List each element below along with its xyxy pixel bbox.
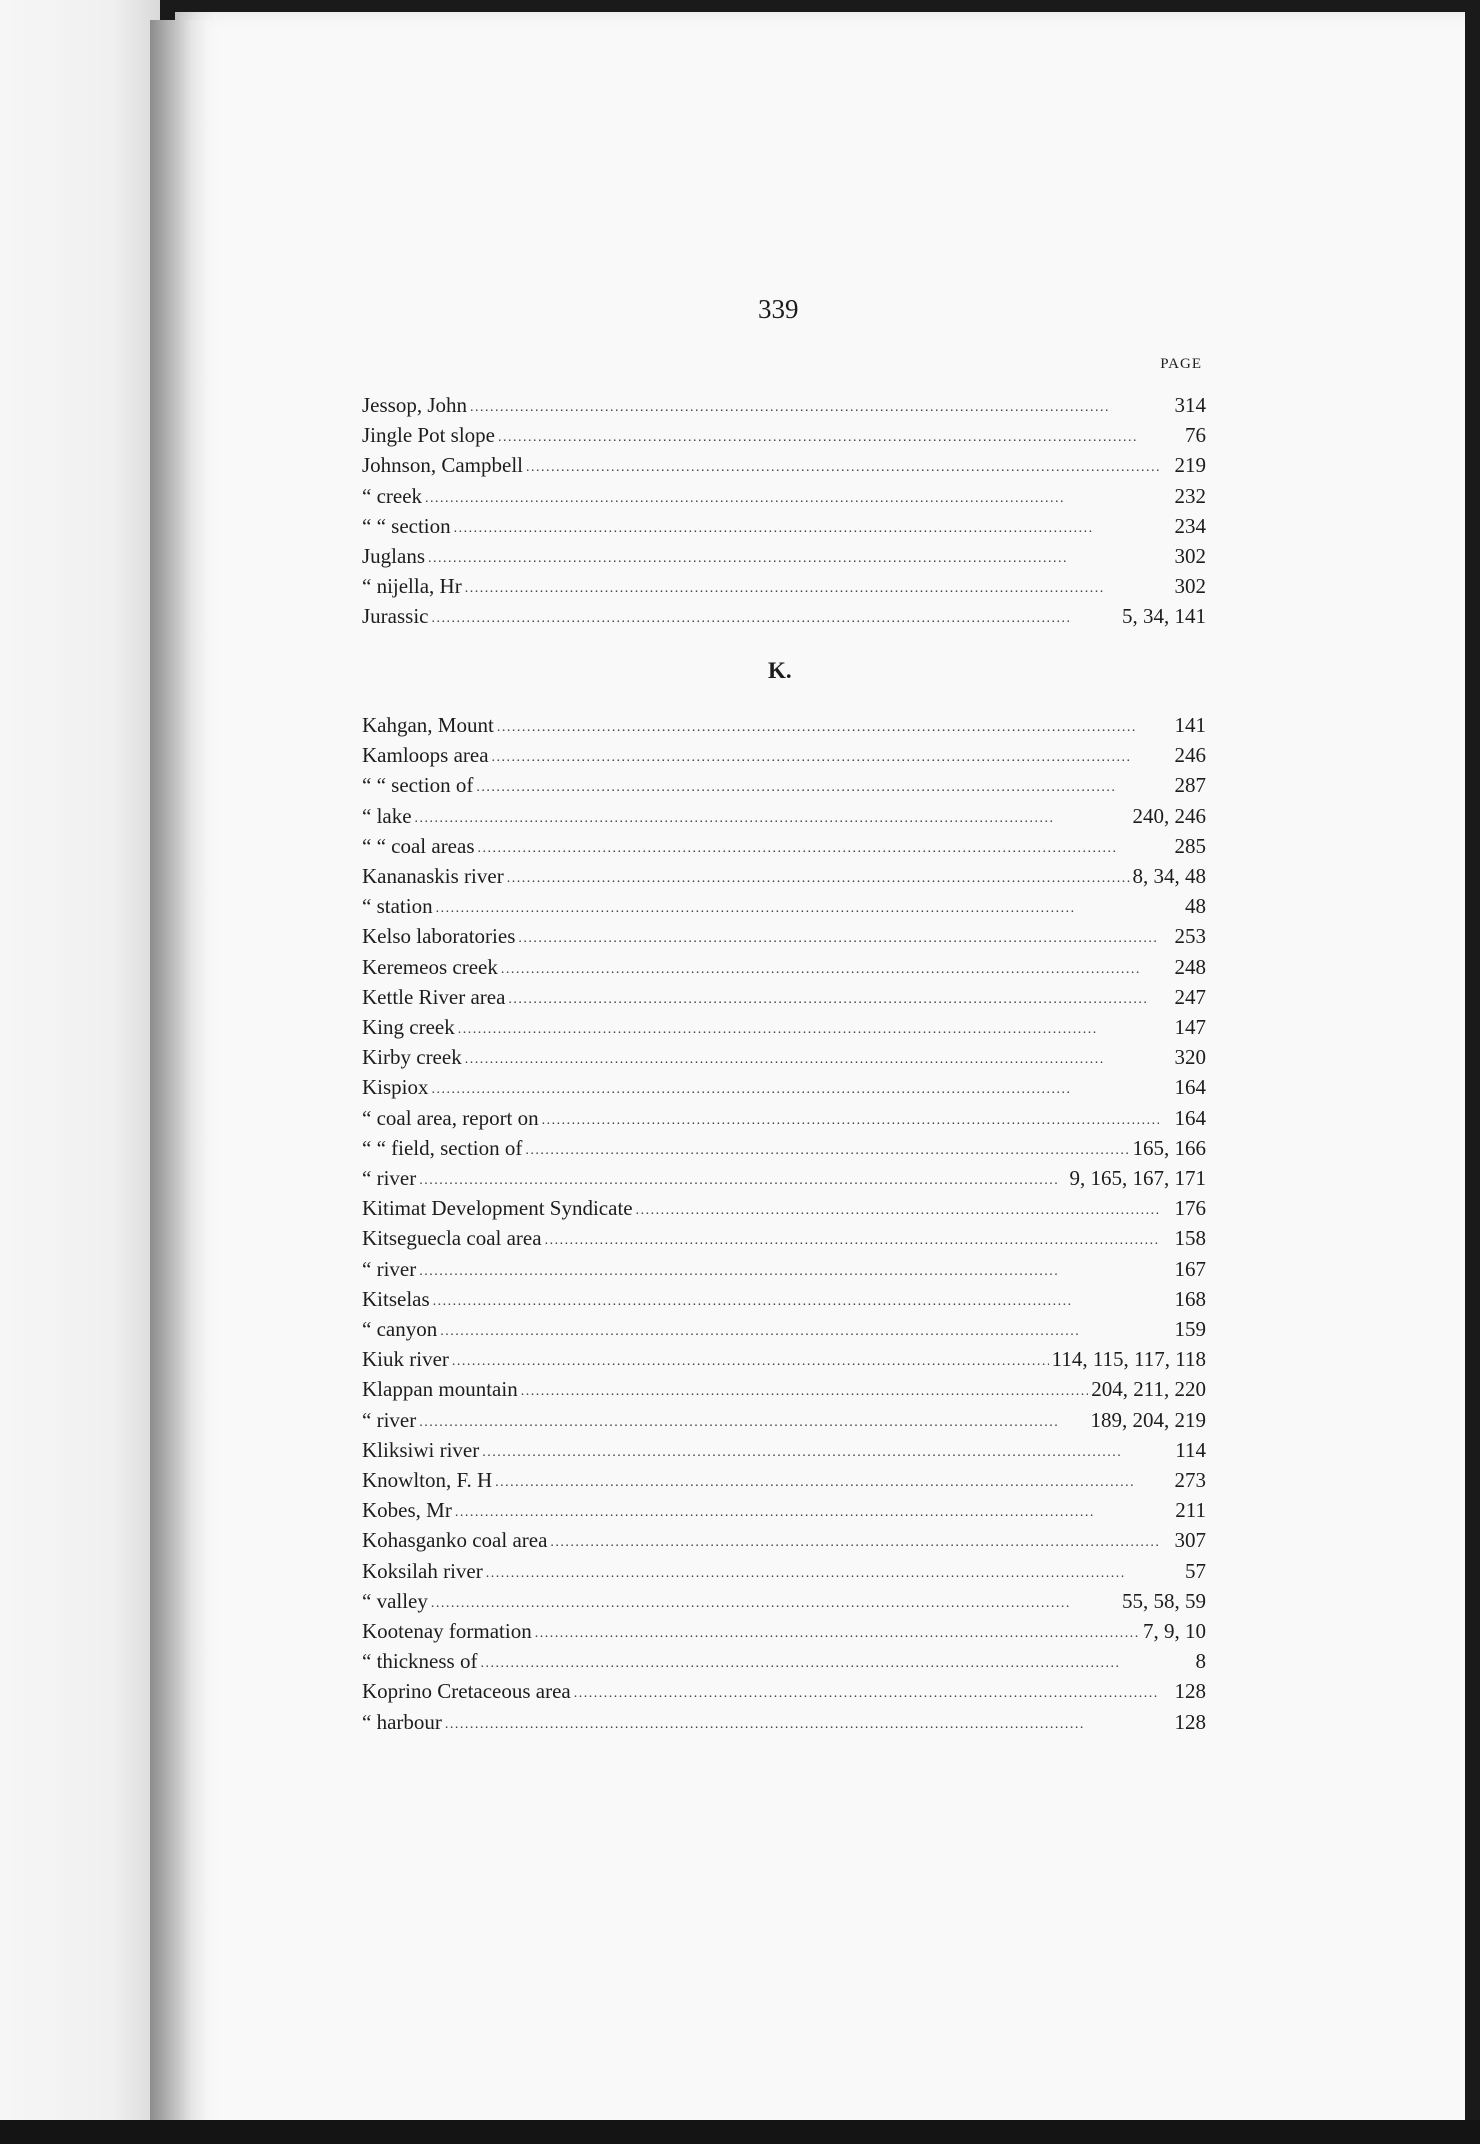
index-section-j <box>362 356 1206 636</box>
index-term: Kitseguecla coal area <box>362 1226 542 1251</box>
index-term: Kitimat Development Syndicate <box>362 1196 633 1221</box>
index-term: Kispiox <box>362 1075 429 1100</box>
index-entry <box>362 1644 1206 1674</box>
index-entry <box>362 539 1206 569</box>
page-reference: 9, 165, 167, 171 <box>1069 1166 1206 1190</box>
index-entry <box>362 1191 1206 1221</box>
index-entry <box>362 1040 1206 1070</box>
index-term: “ “ section <box>362 513 451 538</box>
dot-leader <box>508 987 1159 1005</box>
index-term: Juglans <box>362 544 425 568</box>
index-term: Kamloops area <box>362 743 489 768</box>
index-term: “ harbour <box>362 1709 442 1734</box>
page-reference: 234 <box>1174 513 1206 538</box>
index-term: Kettle River area <box>362 984 506 1009</box>
index-entry <box>362 509 1206 539</box>
dot-leader <box>458 1017 1159 1035</box>
dot-leader <box>478 836 1160 854</box>
index-entry <box>362 738 1206 768</box>
index-entry <box>362 1221 1206 1251</box>
dot-leader <box>470 395 1159 413</box>
page-reference: 273 <box>1174 1468 1206 1492</box>
index-term: “ station <box>362 894 433 919</box>
index-entry <box>362 1070 1206 1100</box>
page-reference: 287 <box>1174 773 1206 798</box>
dot-leader <box>419 1259 1159 1277</box>
index-term: Kobes, Mr <box>362 1498 452 1523</box>
page-reference: 219 <box>1174 453 1206 478</box>
index-term: King creek <box>362 1015 455 1039</box>
page-reference: 176 <box>1174 1196 1206 1221</box>
page-reference: 246 <box>1174 743 1206 768</box>
dot-leader <box>498 425 1159 443</box>
index-entry <box>362 418 1206 448</box>
dot-leader <box>452 1349 1049 1367</box>
page-reference: 211 <box>1175 1498 1206 1523</box>
page-reference: 165, 166 <box>1132 1135 1206 1160</box>
index-entry <box>362 1493 1206 1523</box>
dot-leader <box>415 806 1130 824</box>
dot-leader <box>465 576 1159 594</box>
index-term: Jessop, John <box>362 393 468 417</box>
index-entry <box>362 980 1206 1010</box>
page-reference: 159 <box>1174 1317 1206 1341</box>
index-entry <box>362 479 1206 509</box>
page-reference: 302 <box>1174 574 1206 599</box>
index-term: Jingle Pot slope <box>362 423 496 448</box>
index-term: Kananaskis river <box>362 864 504 888</box>
dot-leader <box>480 1651 1159 1669</box>
dot-leader <box>518 926 1159 944</box>
page-reference: 248 <box>1174 954 1206 979</box>
index-entry <box>362 1101 1206 1131</box>
index-entry <box>362 1614 1206 1644</box>
dot-leader <box>445 1712 1159 1730</box>
index-entry <box>362 1252 1206 1282</box>
index-section-k <box>362 708 1206 1748</box>
page-reference: 189, 204, 219 <box>1090 1407 1206 1432</box>
index-term: “ river <box>362 1166 417 1190</box>
index-term: Kliksiwi river <box>362 1437 480 1462</box>
index-entry <box>362 889 1206 919</box>
page-reference: 76 <box>1185 423 1206 448</box>
page-reference: 48 <box>1185 894 1206 919</box>
dot-leader <box>501 957 1159 975</box>
index-term: “ “ section of <box>362 773 474 798</box>
page-reference: 320 <box>1174 1045 1206 1070</box>
index-entry <box>362 1463 1206 1493</box>
index-entry <box>362 1312 1206 1342</box>
dot-leader <box>428 546 1159 564</box>
index-term: “ nijella, Hr <box>362 574 462 599</box>
dot-leader <box>431 1591 1119 1609</box>
index-term: Koksilah river <box>362 1558 483 1583</box>
index-term: “ coal area, report on <box>362 1105 539 1130</box>
dot-leader <box>495 1470 1159 1488</box>
page-reference: 147 <box>1174 1015 1206 1039</box>
index-entry <box>362 1705 1206 1735</box>
page-reference: 232 <box>1174 483 1206 508</box>
index-entry <box>362 1282 1206 1312</box>
page-reference: 247 <box>1174 984 1206 1009</box>
index-entry <box>362 1584 1206 1614</box>
index-entry <box>362 599 1206 629</box>
dot-leader <box>419 1410 1087 1428</box>
page-reference: 167 <box>1174 1256 1206 1281</box>
index-term: “ river <box>362 1407 417 1432</box>
index-term: Kiuk river <box>362 1347 449 1372</box>
index-entry <box>362 1403 1206 1433</box>
index-entry <box>362 799 1206 829</box>
index-entry <box>362 388 1206 418</box>
dot-leader <box>486 1561 1159 1579</box>
dot-leader <box>433 1289 1159 1307</box>
index-term: Kootenay formation <box>362 1619 532 1643</box>
page-reference: 8, 34, 48 <box>1132 864 1206 888</box>
scan-bottom-border <box>0 2120 1480 2144</box>
dot-leader <box>455 1500 1159 1518</box>
section-letter-k: K. <box>768 658 792 683</box>
page-reference: 164 <box>1174 1105 1206 1130</box>
index-entry <box>362 708 1206 738</box>
dot-leader <box>476 775 1159 793</box>
dot-leader <box>545 1228 1159 1246</box>
index-term: “ “ field, section of <box>362 1135 523 1160</box>
page-reference: 114, 115, 117, 118 <box>1051 1347 1206 1372</box>
page-reference: 285 <box>1174 833 1206 858</box>
index-term: Kirby creek <box>362 1045 462 1070</box>
index-term: Kahgan, Mount <box>362 713 494 737</box>
index-entry <box>362 950 1206 980</box>
index-term: Jurassic <box>362 604 429 629</box>
dot-leader <box>419 1168 1066 1186</box>
index-entry <box>362 919 1206 949</box>
dot-leader <box>550 1530 1159 1548</box>
index-term: “ lake <box>362 803 412 828</box>
index-term: Kohasganko coal area <box>362 1528 548 1553</box>
dot-leader <box>425 486 1159 504</box>
dot-leader <box>454 516 1159 534</box>
page-reference: 128 <box>1174 1709 1206 1734</box>
dot-leader <box>440 1319 1159 1337</box>
index-term: Knowlton, F. H <box>362 1468 493 1492</box>
dot-leader <box>507 866 1130 884</box>
page-number: 339 <box>758 294 799 324</box>
dot-leader <box>526 455 1159 473</box>
index-entry <box>362 1372 1206 1402</box>
dot-leader <box>465 1047 1159 1065</box>
page-reference: 8 <box>1195 1649 1206 1674</box>
page-reference: 240, 246 <box>1132 803 1206 828</box>
book-gutter <box>150 20 210 2144</box>
index-term: Keremeos creek <box>362 954 498 979</box>
index-term: “ creek <box>362 483 423 508</box>
page-reference: 253 <box>1174 924 1206 949</box>
page-reference: 314 <box>1174 393 1206 417</box>
dot-leader <box>482 1440 1159 1458</box>
dot-leader <box>497 715 1159 733</box>
index-entry <box>362 569 1206 599</box>
page-reference: 7, 9, 10 <box>1143 1619 1206 1643</box>
dot-leader <box>521 1379 1089 1397</box>
dot-leader <box>432 1077 1159 1095</box>
page-reference: 57 <box>1185 1558 1206 1583</box>
page-reference: 302 <box>1174 544 1206 568</box>
dot-leader <box>574 1681 1159 1699</box>
dot-leader <box>492 745 1159 763</box>
index-entry <box>362 1433 1206 1463</box>
index-entry <box>362 1342 1206 1372</box>
page-reference: 168 <box>1174 1286 1206 1311</box>
index-term: Johnson, Campbell <box>362 453 523 478</box>
dot-leader <box>636 1198 1159 1216</box>
dot-leader <box>535 1621 1140 1639</box>
page-reference: 158 <box>1174 1226 1206 1251</box>
index-entry <box>362 1161 1206 1191</box>
index-term: “ valley <box>362 1588 428 1613</box>
dot-leader <box>542 1108 1159 1126</box>
index-entry <box>362 829 1206 859</box>
left-page-edge <box>0 0 160 2144</box>
index-term: “ canyon <box>362 1317 438 1341</box>
dot-leader <box>525 1138 1129 1156</box>
page-reference: 114 <box>1175 1437 1206 1462</box>
index-term: “ river <box>362 1256 417 1281</box>
index-entry <box>362 448 1206 478</box>
page-reference: 55, 58, 59 <box>1122 1588 1206 1613</box>
index-entry <box>362 1523 1206 1553</box>
index-entry <box>362 1554 1206 1584</box>
dot-leader <box>432 606 1120 624</box>
index-term: “ thickness of <box>362 1649 478 1674</box>
page-reference: 307 <box>1174 1528 1206 1553</box>
index-term: Kitselas <box>362 1286 430 1311</box>
page-reference: 128 <box>1174 1679 1206 1704</box>
index-entry <box>362 1131 1206 1161</box>
page-reference: 5, 34, 141 <box>1122 604 1206 629</box>
index-entry <box>362 1674 1206 1704</box>
index-entry <box>362 859 1206 889</box>
page-reference: 204, 211, 220 <box>1091 1377 1206 1402</box>
dot-leader <box>436 896 1159 914</box>
index-term: Kelso laboratories <box>362 924 516 949</box>
index-term: Klappan mountain <box>362 1377 518 1402</box>
page-reference: 141 <box>1174 713 1206 737</box>
page-column-heading: PAGE <box>1160 356 1202 372</box>
index-term: “ “ coal areas <box>362 833 475 858</box>
index-entry <box>362 768 1206 798</box>
page-reference: 164 <box>1174 1075 1206 1100</box>
index-entry <box>362 1010 1206 1040</box>
index-term: Koprino Cretaceous area <box>362 1679 571 1704</box>
